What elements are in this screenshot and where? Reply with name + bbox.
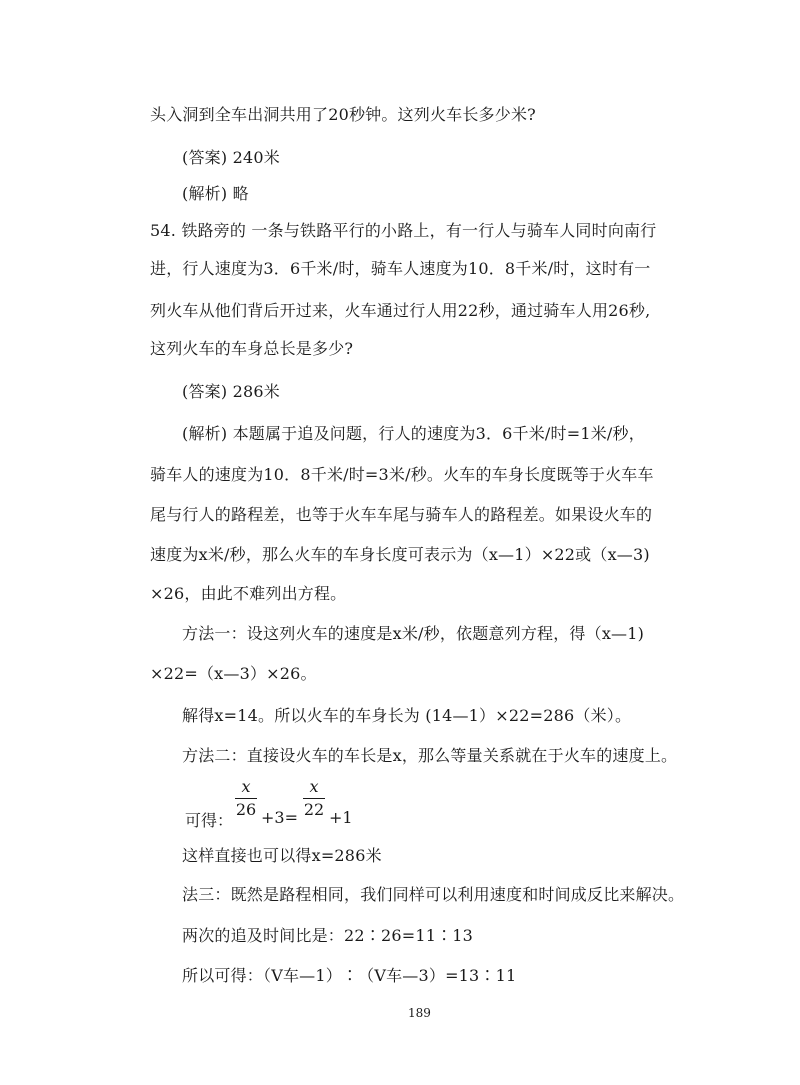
fraction-x-over-26: [233, 778, 259, 819]
analysis-body-line-2: 尾与行人的路程差，也等于火车车尾与骑车人的路程差。如果设火车的: [150, 505, 653, 524]
question-54-line-1: 54. 铁路旁的 一条与铁路平行的小路上，有一行人与骑车人同时向南行: [150, 221, 657, 240]
analysis-body-line-1: 骑车人的速度为10．8千米/时=3米/秒。火车的车身长度既等于火车车: [150, 465, 654, 484]
answer-line-1: (答案) 240米: [182, 148, 280, 167]
fraction-denominator: 26: [235, 800, 257, 819]
equation-operator-2: +1: [329, 808, 353, 827]
fraction-x-over-22: [301, 778, 327, 819]
fraction-bar: [235, 798, 257, 799]
analysis-line-2: (解析) 本题属于追及问题，行人的速度为3．6千米/时=1米/秒，: [182, 424, 645, 443]
equation-operator-1: +3=: [261, 808, 298, 827]
fraction-bar: [303, 798, 325, 799]
text-line-1: 头入洞到全车出洞共用了20秒钟。这列火车长多少米?: [150, 105, 536, 124]
solution-line: 解得x=14。所以火车的车身长为 (14—1）×22=286（米）。: [182, 706, 632, 725]
analysis-line-1: (解析) 略: [182, 184, 249, 203]
question-54-line-4: 这列火车的车身总长是多少?: [150, 339, 354, 358]
analysis-body-line-3: 速度为x米/秒，那么火车的车身长度可表示为（x—1）×22或（x—3): [150, 545, 650, 564]
method-two-result-line: 这样直接也可以得x=286米: [182, 846, 382, 865]
fraction-denominator: 22: [303, 800, 325, 819]
method-two-line: 方法二：直接设火车的车长是x，那么等量关系就在于火车的速度上。: [182, 746, 678, 765]
equation-label: 可得：: [185, 811, 234, 830]
method-three-line-3: 所以可得：（V车—1）∶（V车—3）=13∶11: [182, 966, 517, 985]
question-54-line-2: 进，行人速度为3．6千米/时，骑车人速度为10．8千米/时，这时有一: [150, 259, 651, 278]
analysis-body-line-4: ×26，由此不难列出方程。: [150, 584, 347, 603]
question-54-line-3: 列火车从他们背后开过来，火车通过行人用22秒，通过骑车人用26秒,: [150, 301, 651, 320]
page-number: 189: [408, 1006, 431, 1020]
method-one-line-2: ×22=（x—3）×26。: [150, 664, 317, 683]
fraction-numerator: x: [309, 777, 319, 796]
method-three-line-2: 两次的追及时间比是：22∶26=11∶13: [182, 926, 474, 945]
answer-line-2: (答案) 286米: [182, 382, 280, 401]
method-three-line-1: 法三：既然是路程相同，我们同样可以利用速度和时间成反比来解决。: [182, 885, 685, 904]
method-one-line-1: 方法一：设这列火车的速度是x米/秒，依题意列方程，得（x—1): [182, 624, 645, 643]
fraction-numerator: x: [241, 777, 251, 796]
